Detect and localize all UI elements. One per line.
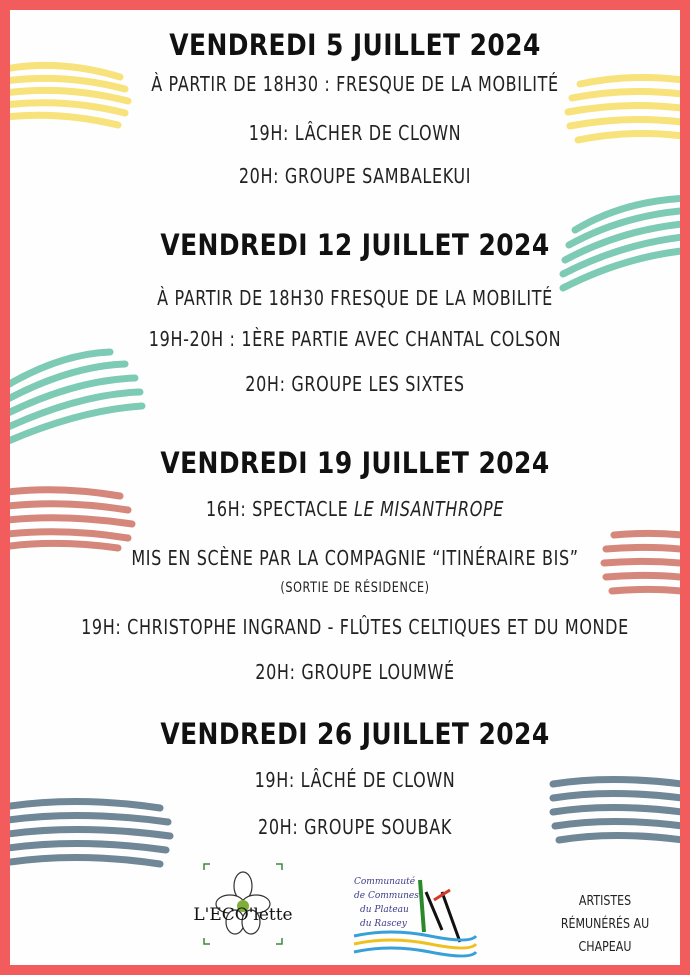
green-stroke-left — [0, 340, 160, 460]
day-2-line-1: À PARTIR DE 18H30 FRESQUE DE LA MOBILITÉ — [157, 286, 553, 310]
day-3-title: VENDREDI 19 JUILLET 2024 — [160, 446, 550, 480]
artists-note: ARTISTES RÉMUNÉRÉS AU CHAPEAU — [560, 894, 650, 955]
day-1-line-3: 20H: GROUPE SAMBALEKUI — [238, 164, 472, 188]
day-1-title: VENDREDI 5 JUILLET 2024 — [169, 28, 541, 62]
day-2-line-3: 20H: GROUPE LES SIXTES — [245, 372, 465, 396]
svg-text:du Rascey: du Rascey — [360, 919, 407, 929]
cc-logo — [350, 870, 480, 960]
svg-text:de Communes: de Communes — [354, 891, 419, 901]
svg-text:Communauté: Communauté — [354, 877, 416, 887]
day-4-line-2: 20H: GROUPE SOUBAK — [258, 815, 452, 839]
day-1-line-2: 19H: LÂCHER DE CLOWN — [248, 121, 462, 145]
day-3-line-1-prefix: 16H: SPECTACLE — [206, 497, 355, 521]
svg-text:du Plateau: du Plateau — [360, 905, 409, 915]
day-2-title: VENDREDI 12 JUILLET 2024 — [160, 228, 550, 262]
play-title: LE MISANTHROPE — [354, 497, 504, 521]
day-4-title: VENDREDI 26 JUILLET 2024 — [160, 717, 550, 751]
day-3-line-2: MIS EN SCÈNE PAR LA COMPAGNIE “ITINÉRAIRE BIS” — [131, 546, 579, 570]
day-3-line-4: 19H: CHRISTOPHE INGRAND - FLÛTES CELTIQUES ET DU MONDE — [81, 615, 629, 639]
ecolette-wordmark: L'ECO'lette — [193, 905, 293, 925]
day-3-line-3: (SORTIE DE RÉSIDENCE) — [280, 580, 430, 596]
ecolette-logo — [178, 860, 308, 948]
day-1-line-1: À PARTIR DE 18H30 : FRESQUE DE LA MOBILITÉ — [151, 72, 559, 96]
day-2-line-2: 19H-20H : 1ÈRE PARTIE AVEC CHANTAL COLSON — [148, 327, 562, 351]
day-3-line-1 — [79, 497, 631, 521]
day-3-line-5: 20H: GROUPE LOUMWÉ — [255, 660, 455, 684]
day-4-line-1: 19H: LÂCHÉ DE CLOWN — [254, 768, 456, 792]
